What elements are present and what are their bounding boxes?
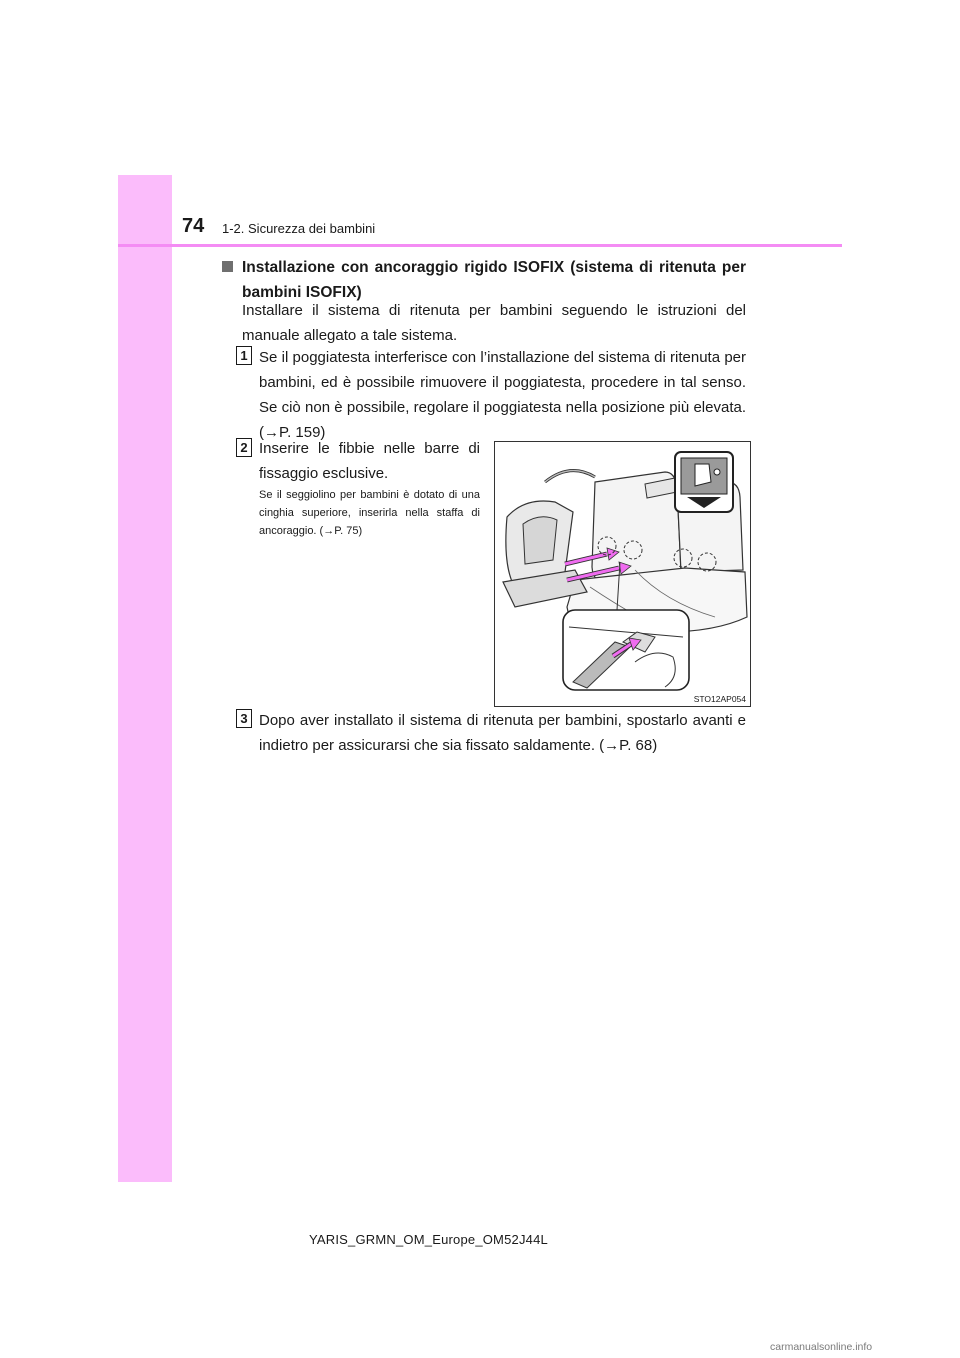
step-number-1: 1 (236, 346, 252, 365)
isofix-installation-figure (494, 441, 751, 707)
section-title: 1-2. Sicurezza dei bambini (222, 221, 376, 236)
step-text-1: Se il poggiatesta interferisce con l’installazione del sistema di ritenuta per bambini, ed è possibile rimuovere il poggiatesta, procedere in tal senso. Se ciò non è possibile, regolare il poggiatesta nella posizione più elevata. (→P. 159) (259, 349, 746, 441)
step-note-2: Se il seggiolino per bambini è dotato di una cinghia superiore, inserirla nella staffa di ancoraggio. (→P. 75) (259, 489, 480, 537)
step-number-2: 2 (236, 438, 252, 457)
intro-paragraph: Installare il sistema di ritenuta per bambini seguendo le istruzioni del manuale allegato a tale sistema. (242, 302, 746, 344)
step-number-3: 3 (236, 709, 252, 728)
document-footer: YARIS_GRMN_OM_Europe_OM52J44L (309, 1232, 548, 1247)
header-divider (118, 244, 842, 247)
watermark: carmanualsonline.info (770, 1341, 873, 1353)
step-text-2: Inserire le fibbie nelle barre di fissaggio esclusive. (259, 440, 480, 482)
step-text-3: Dopo aver installato il sistema di ritenuta per bambini, spostarlo avanti e indietro per assicurarsi che sia fissato saldamente. (→P. 68) (259, 712, 746, 754)
car-seat-illustration (495, 442, 750, 706)
side-color-band (118, 175, 172, 1182)
page-number: 74 (182, 215, 205, 237)
figure-code: STO12AP054 (693, 694, 746, 704)
square-bullet-icon (222, 261, 233, 272)
heading-text: Installazione con ancoraggio rigido ISOFIX (sistema di ritenuta per bambini ISOFIX) (242, 259, 746, 301)
